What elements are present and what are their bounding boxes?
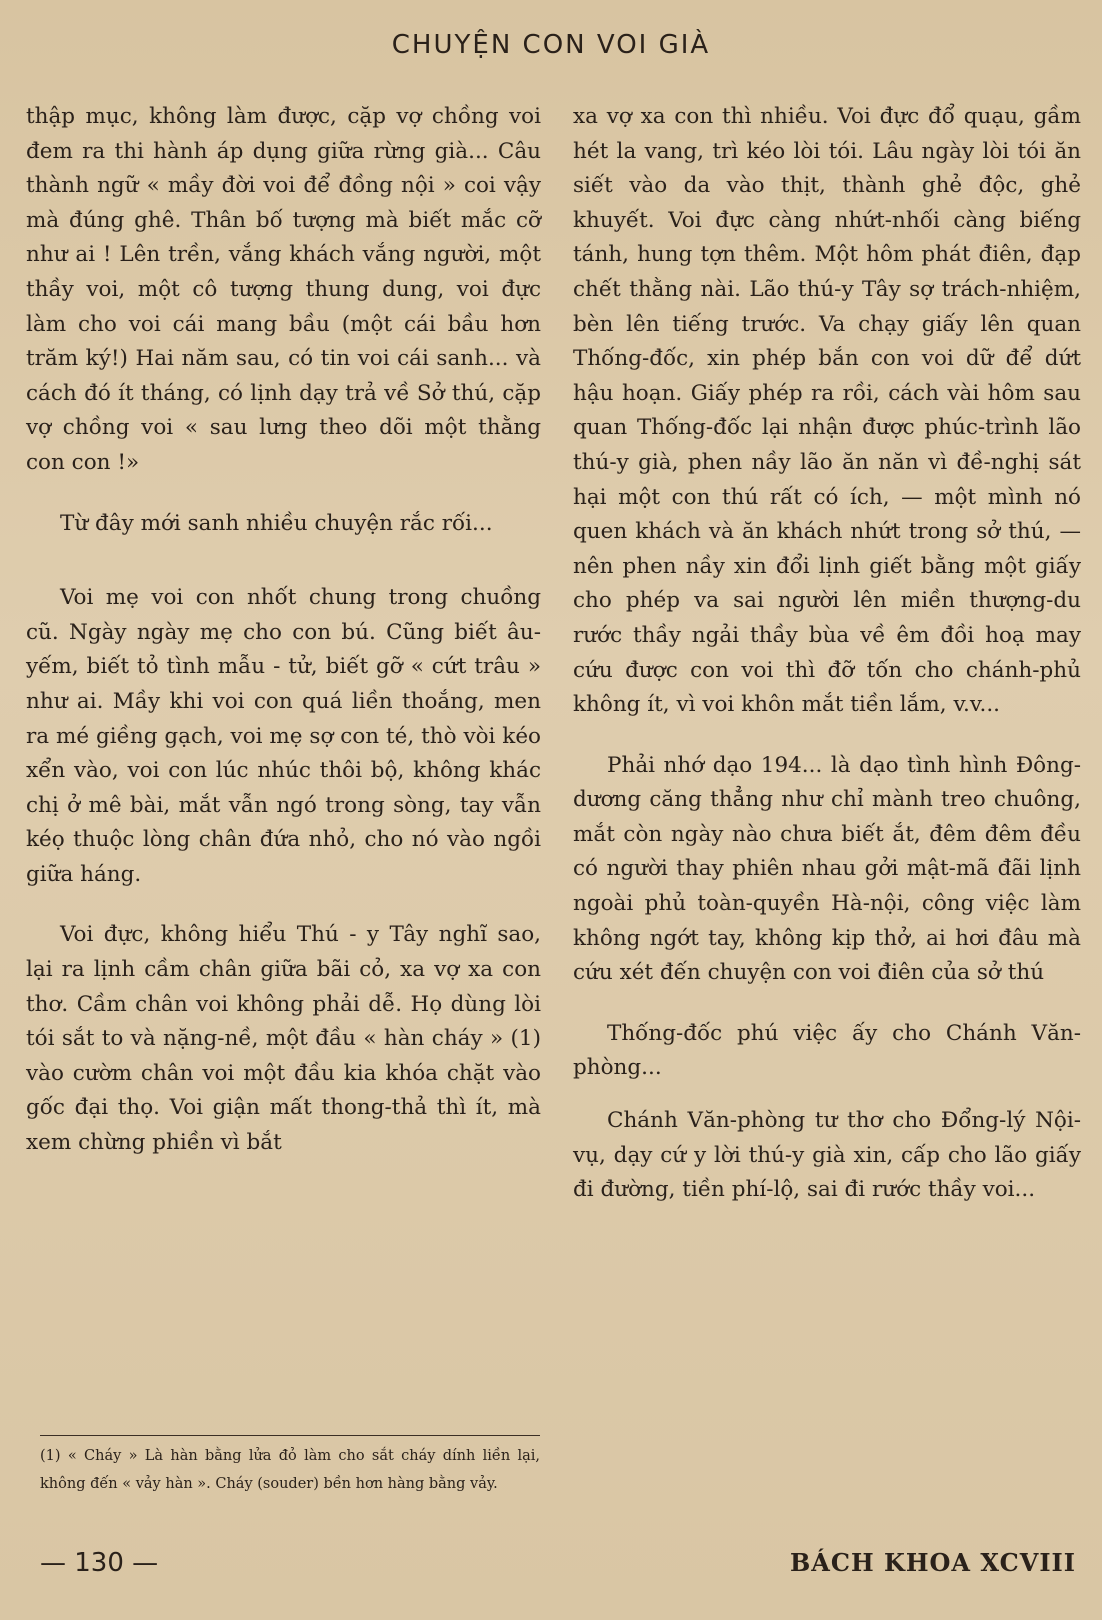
paragraph: Voi mẹ voi con nhốt chung trong chuồng cũ. Ngày ngày mẹ cho con bú. Cũng biết âu-yếm, biết tỏ tình mẫu - tử, biết gỡ « cứt trâu » như ai. Mầy khi voi con quá liền thoắng, men ra mé giềng gạch, voi mẹ sợ con té, thò vòi kéo xển vào, voi con lúc nhúc thôi bộ, không khác chị ở mê bài, mắt vẫn ngó trong sòng, tay vẫn kéọ thuộc lòng chân đứa nhỏ, cho nó vào ngồi giữa háng. [26,585,541,887]
right-column [573,100,1081,1234]
footnote: (1) « Cháy » Là hàn bằng lửa đỏ làm cho sắt cháy dính liền lại, không đến « vảy hàn ». Cháy (souder) bền hơn hàng bằng vảy. [40,1435,540,1498]
paragraph: Voi đực, không hiểu Thú - y Tây nghĩ sao, lại ra lịnh cầm chân giữa bãi cỏ, xa vợ xa con thơ. Cầm chân voi không phải dễ. Họ dùng lòi tói sắt to và nặng-nề, một đầu « hàn cháy » (1) vào cườm chân voi một đầu kia khóa chặt vào gốc đại thọ. Voi giận mất thong-thả thì ít, mà xem chừng phiền vì bắt [26,922,541,1156]
running-head: CHUYỆN CON VOI GIÀ [391,30,711,60]
paragraph: Phải nhớ dạo 194... là dạo tình hình Đông-dương căng thẳng như chỉ mành treo chuông, mắt còn ngày nào chưa biết ắt, đêm đêm đều có người thay phiên nhau gởi mật-mã đãi lịnh ngoài phủ toàn-quyền Hà-nội, công việc làm không ngớt tay, không kịp thở, ai hơi đâu mà cứu xét đến chuyện con voi điên của sở thú [573,752,1081,986]
paragraph: Chánh Văn-phòng tư thơ cho Đổng-lý Nội-vụ, dạy cứ y lời thú-y già xin, cấp cho lão giấy đi đường, tiền phí-lộ, sai đi rước thầy voi... [573,1108,1081,1203]
paragraph: Từ đây mới sanh nhiều chuyện rắc rối... [60,510,493,536]
paragraph: Thống-đốc phú việc ấy cho Chánh Văn-phòng... [573,1020,1081,1081]
paragraph: thập mục, không làm được, cặp vợ chồng voi đem ra thi hành áp dụng giữa rừng già... Câu thành ngữ « mầy đời voi để đồng nội » coi vậy mà đúng ghê. Thân bố tượng mà biết mắc cỡ như ai ! Lên trền, vắng khách vắng người, một thầy voi, một cô tượng thung dung, voi đực làm cho voi cái mang bầu (một cái bầu hơn trăm ký!) Hai năm sau, có tin voi cái sanh... và cách đó ít tháng, có lịnh dạy trả về Sở thú, cặp vợ chồng voi « sau lưng theo dõi một thằng con con !» [26,104,541,475]
left-column [26,100,541,1187]
paragraph: xa vợ xa con thì nhiều. Voi đực đổ quạu, gầm hét la vang, trì kéo lòi tói. Lâu ngày lòi tói ăn siết vào da vào thịt, thành ghẻ độc, ghẻ khuyết. Voi đực càng nhứt-nhối càng biếng tánh, hung tợn thêm. Một hôm phát điên, đạp chết thằng nài. Lão thú-y Tây sợ trách-nhiệm, bèn lên tiếng trước. Va chạy giấy lên quan Thống-đốc, xin phép bắn con voi dữ để dứt hậu hoạn. Giấy phép ra rồi, cách vài hôm sau quan Thống-đốc lại nhận được phúc-trình lão thú-y già, phen nầy lão ăn năn vì đề-nghị sát hại một con thú rất có ích, — một mình nó quen khách và ăn khách nhứt trong sở thú, — nên phen nầy xin đổi lịnh giết bằng một giấy cho phép va sai người lên miền thượng-du rước thầy ngải thầy bùa về êm đồi hoạ may cứu được con voi thì đỡ tốn cho chánh-phủ không ít, vì voi khôn mắt tiền lắm, v.v... [573,104,1081,718]
magazine-name: BÁCH KHOA XCVIII [789,1548,1076,1577]
page-number: — 130 — [40,1548,159,1578]
